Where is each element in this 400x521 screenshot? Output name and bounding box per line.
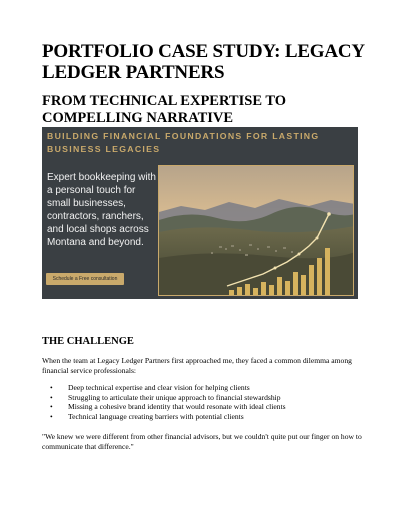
challenge-intro: When the team at Legacy Ledger Partners first approached me, they faced a common dilemma among financial service professionals: <box>42 356 352 375</box>
challenge-heading: THE CHALLENGE <box>42 336 134 347</box>
montana-valley-growth-chart-image <box>158 165 354 296</box>
banner-headline: BUILDING FINANCIAL FOUNDATIONS FOR LASTING BUSINESS LEGACIES <box>47 131 320 154</box>
list-item <box>42 393 362 403</box>
bullet-icon: • <box>50 402 53 412</box>
list-item <box>42 402 362 412</box>
schedule-consultation-button[interactable]: Schedule a Free consultation <box>46 273 124 285</box>
list-item-text: Technical language creating barriers with potential clients <box>68 411 244 421</box>
list-item-text: Struggling to articulate their unique approach to financial stewardship <box>68 392 281 402</box>
bullet-icon: • <box>50 392 53 402</box>
page-title: PORTFOLIO CASE STUDY: LEGACY LEDGER PARTNERS <box>42 41 365 83</box>
bullet-icon: • <box>50 383 53 392</box>
page-subtitle: FROM TECHNICAL EXPERTISE TO COMPELLING NARRATIVE <box>42 93 287 126</box>
challenge-list <box>42 383 362 421</box>
list-item-text: Missing a cohesive brand identity that would resonate with ideal clients <box>68 402 286 412</box>
bullet-icon: • <box>50 411 53 421</box>
landscape-photo <box>159 166 354 296</box>
client-quote: "We knew we were different from other financial advisors, but we couldn't quite put our finger on how to communicate that difference." <box>42 432 362 451</box>
list-item <box>42 383 362 393</box>
list-item-text: Deep technical expertise and clear vision for helping clients <box>68 383 250 392</box>
banner-copy: Expert bookkeeping with a personal touch for small businesses, contractors, ranchers, and local shops across Montana and beyond. <box>47 172 156 248</box>
list-item <box>42 412 362 422</box>
hero-banner <box>42 127 358 299</box>
